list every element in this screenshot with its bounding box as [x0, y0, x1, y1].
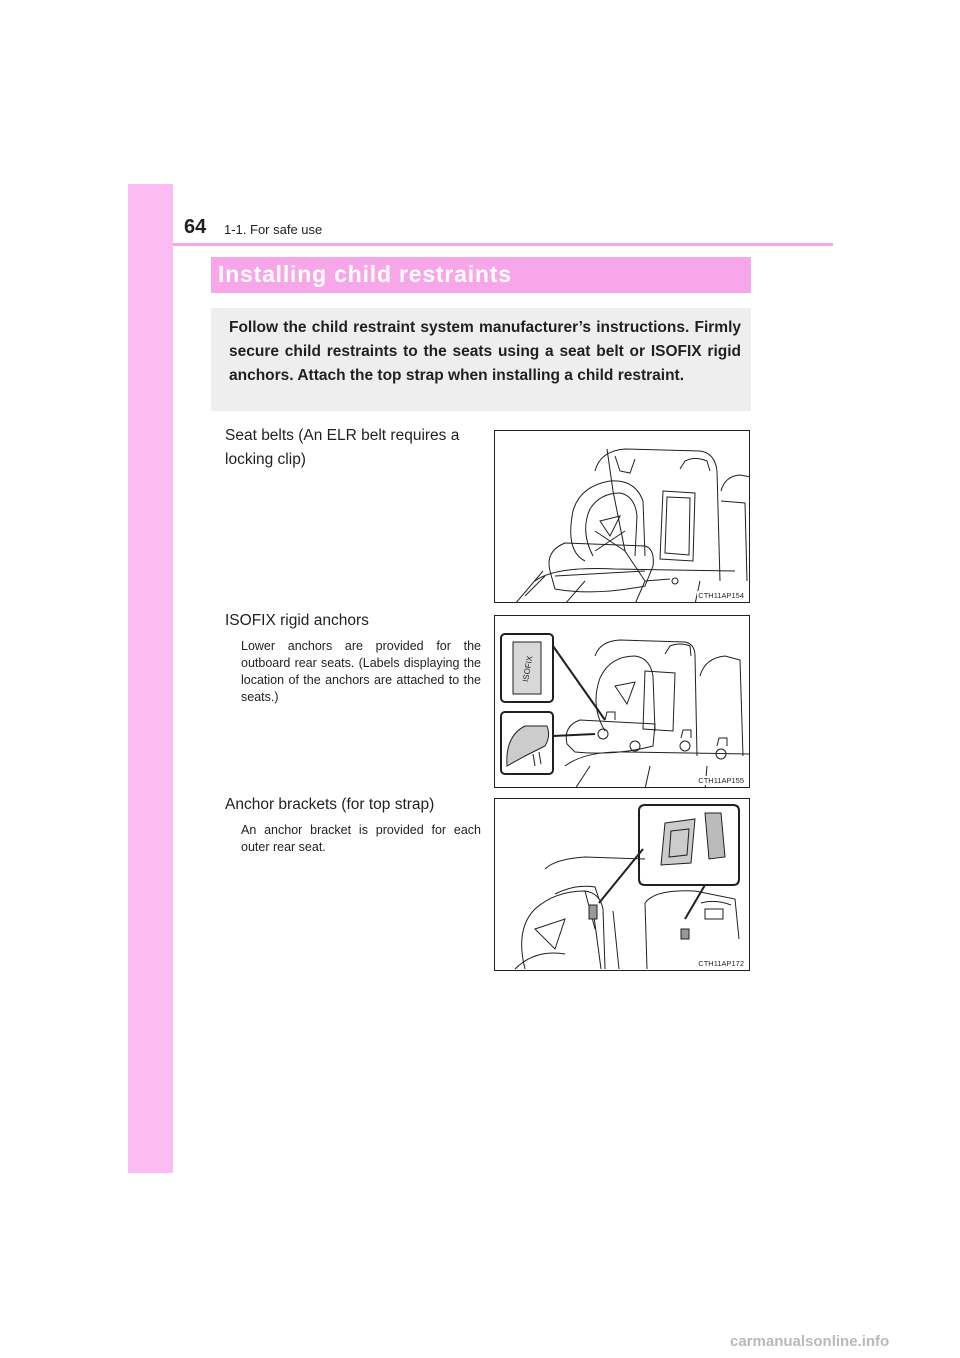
page-number: 64 — [184, 216, 207, 238]
seat-belt-child-seat-illustration — [495, 431, 750, 603]
intro-box — [211, 308, 751, 411]
figure-anchor-brackets — [494, 798, 750, 971]
figure-seat-belt-install — [494, 430, 750, 603]
section-title: Installing child restraints — [218, 261, 512, 287]
running-header: 1-1. For safe use — [224, 222, 323, 237]
item-heading-seat-belts: Seat belts (An ELR belt requires a locking clip) — [225, 427, 460, 468]
item-heading-isofix: ISOFIX rigid anchors — [225, 612, 369, 629]
header-rule — [173, 243, 833, 246]
watermark: carmanualsonline.info — [730, 1333, 890, 1350]
figure-isofix-anchors — [494, 615, 750, 788]
figure-code: CTH11AP154 — [698, 591, 744, 600]
anchor-bracket-illustration — [495, 799, 750, 971]
chapter-side-tab — [128, 184, 173, 1173]
item-heading-anchor-brackets: Anchor brackets (for top strap) — [225, 796, 435, 813]
item-description-isofix: Lower anchors are provided for the outboard rear seats. (Labels displaying the location of the anchors are attached to the seats.) — [241, 639, 481, 704]
isofix-label-text: ISOFIX — [521, 655, 535, 683]
item-description-anchor-brackets: An anchor bracket is provided for each outer rear seat. — [241, 823, 481, 854]
figure-code: CTH11AP172 — [698, 959, 744, 968]
intro-text: Follow the child restraint system manufacturer’s instructions. Firmly secure child restraints to the seats using a seat belt or ISOFIX rigid anchors. Attach the top strap when installing a child restraint. — [229, 319, 741, 384]
section-banner — [211, 257, 751, 293]
figure-code: CTH11AP155 — [698, 776, 744, 785]
isofix-anchor-illustration — [495, 616, 750, 788]
